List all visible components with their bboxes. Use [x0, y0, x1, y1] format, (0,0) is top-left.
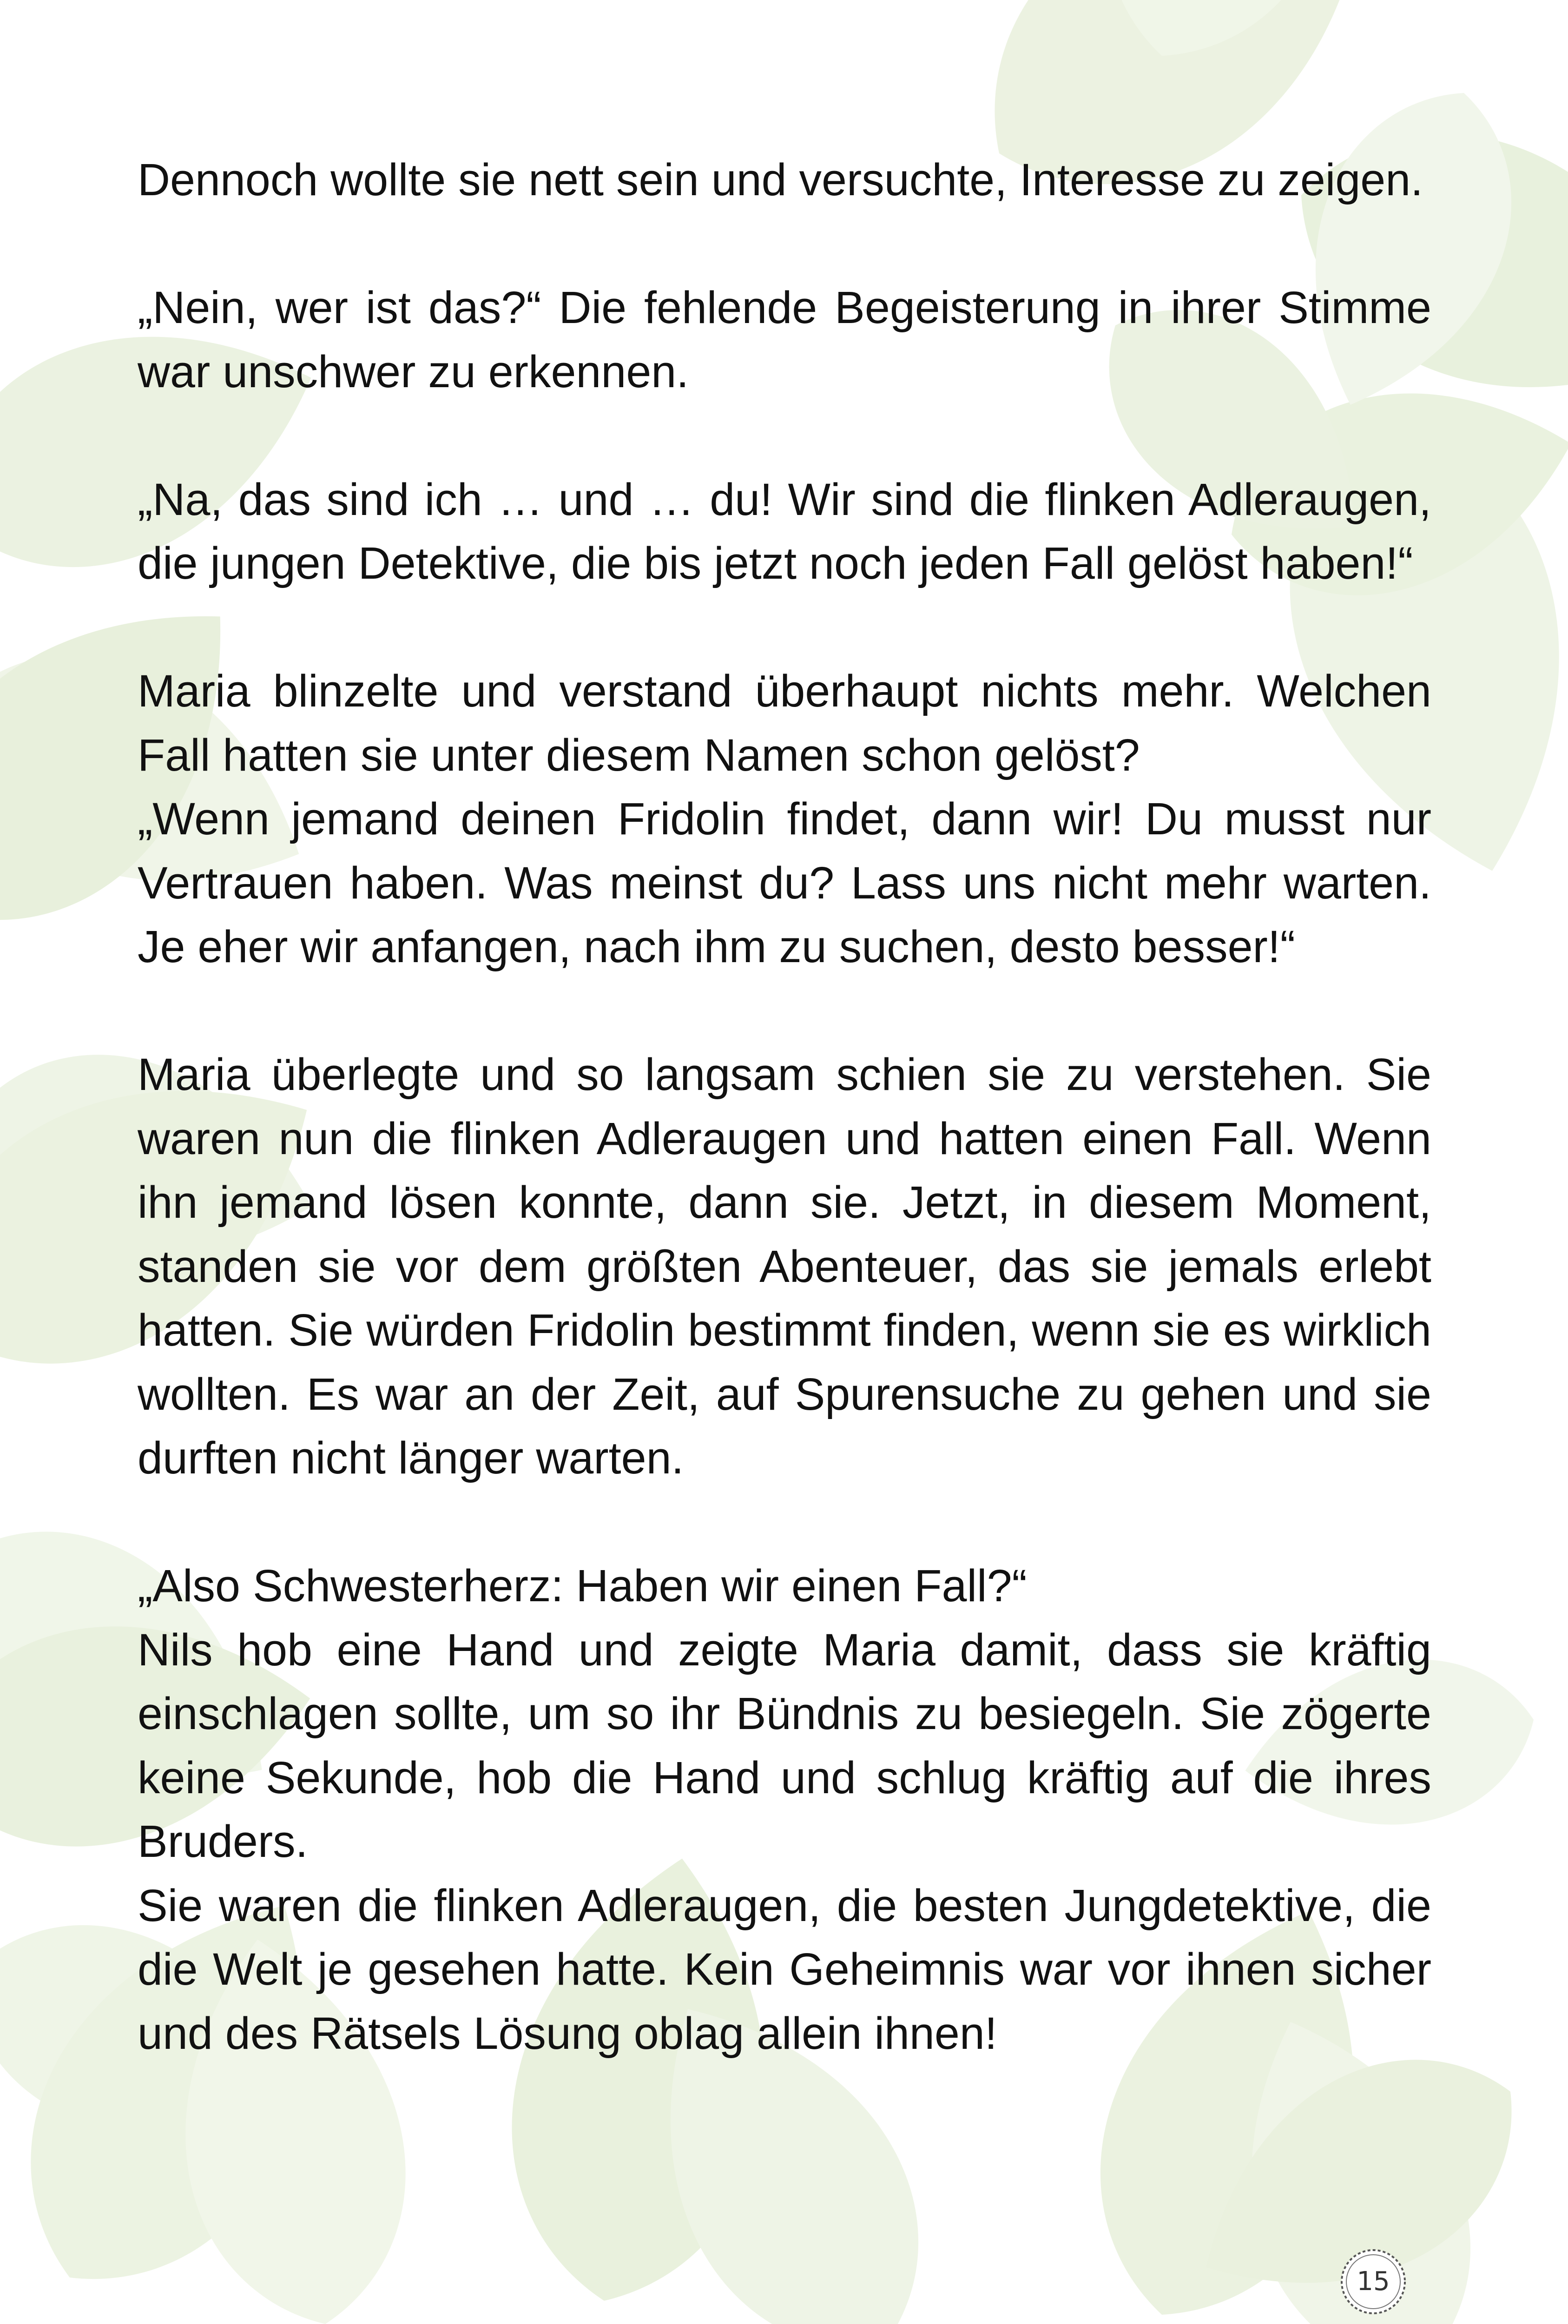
- paragraph: „Also Schwesterherz: Haben wir einen Fall?“: [138, 1560, 1027, 1611]
- paragraph-gap: [138, 1490, 1431, 1554]
- paragraph: Dennoch wollte sie nett sein und versuchte, Interesse zu zeigen.: [138, 154, 1423, 205]
- page-number-badge: [1338, 2247, 1408, 2317]
- page-number: 15: [1357, 2266, 1390, 2297]
- paragraph: Maria blinzelte und verstand überhaupt nichts mehr. Welchen Fall hatten sie unter diesem Namen schon gelöst?: [138, 666, 1431, 780]
- paragraph: Maria überlegte und so langsam schien sie zu verstehen. Sie waren nun die flinken Adleraugen und hatten einen Fall. Wenn ihn jemand lösen konnte, dann sie. Jetzt, in diesem Moment, standen sie vor dem größten Abenteuer, das sie jemals erlebt hatten. Sie würden Fridolin bestimmt finden, wenn sie es wirklich wollten. Es war an der Zeit, auf Spurensuche zu gehen und sie durften nicht länger warten.: [138, 1049, 1431, 1483]
- paragraph: „Na, das sind ich … und … du! Wir sind die flinken Adleraugen, die jungen Detektive, die bis jetzt noch jeden Fall gelöst haben!“: [138, 474, 1431, 588]
- paragraph: Nils hob eine Hand und zeigte Maria damit, dass sie kräftig einschlagen sollte, um so ihr Bündnis zu besiegeln. Sie zögerte keine Sekunde, hob die Hand und schlug kräftig auf die ihres Bruders.: [138, 1624, 1431, 1867]
- page-body: [138, 148, 1431, 2065]
- paragraph-gap: [138, 212, 1431, 276]
- paragraph: Sie waren die flinken Adleraugen, die besten Jungdetektive, die die Welt je gesehen hatte. Kein Geheimnis war vor ihnen sicher und des Rätsels Lösung oblag allein ihnen!: [138, 1880, 1431, 2059]
- paragraph-gap: [138, 403, 1431, 468]
- paragraph-gap: [138, 979, 1431, 1043]
- paragraph-gap: [138, 595, 1431, 660]
- paragraph: „Wenn jemand deinen Fridolin findet, dann wir! Du musst nur Vertrauen haben. Was meinst du? Lass uns nicht mehr warten. Je eher wir anfangen, nach ihm zu suchen, desto besser!“: [138, 793, 1431, 972]
- paragraph: „Nein, wer ist das?“ Die fehlende Begeisterung in ihrer Stimme war unschwer zu erkennen.: [138, 282, 1431, 397]
